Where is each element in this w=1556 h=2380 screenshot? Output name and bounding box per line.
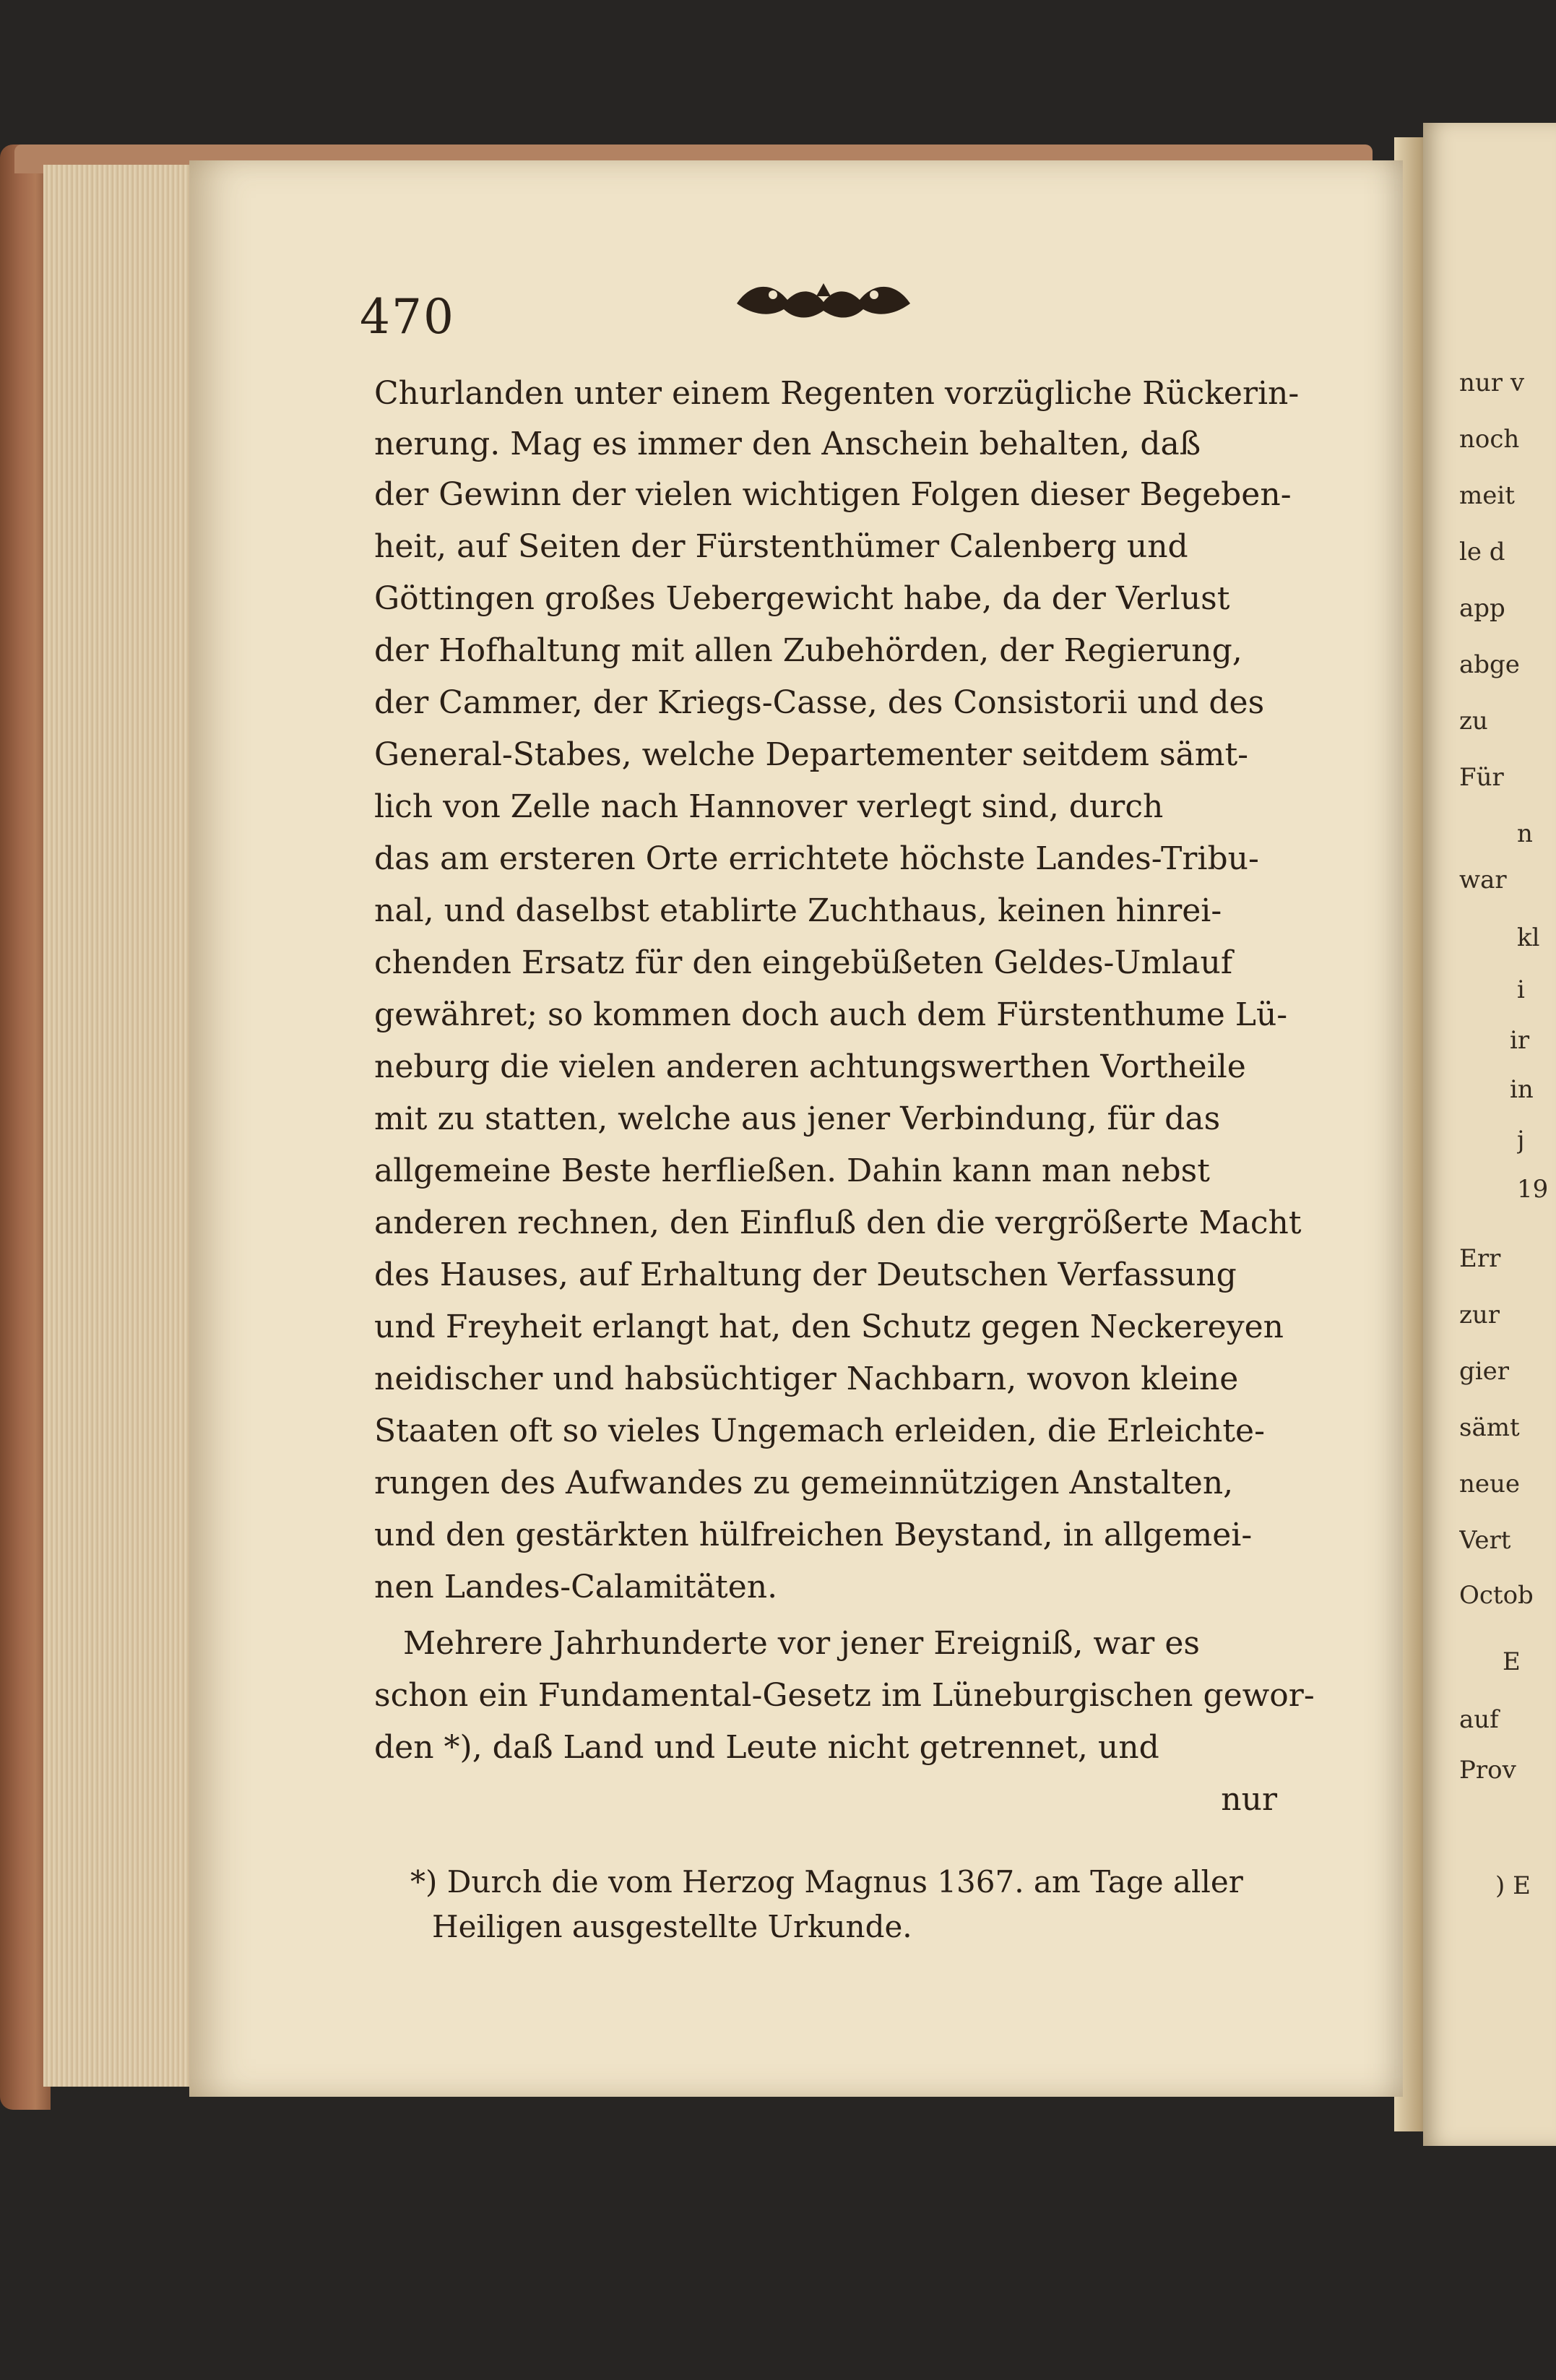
facing-fragment: Octob [1459,1581,1534,1610]
facing-fragment: gier [1459,1357,1510,1386]
text-line: nal, und daselbst etablirte Zuchthaus, keinen hinrei- [374,892,1222,929]
facing-fragment: war [1459,866,1507,894]
text-line: schon ein Fundamental-Gesetz im Lüneburgischen gewor- [374,1677,1315,1714]
page-block-edges [43,165,196,2087]
facing-fragment: noch [1459,425,1520,454]
facing-fragment: E [1503,1647,1521,1676]
text-line: der Gewinn der vielen wichtigen Folgen dieser Begeben- [374,476,1292,513]
facing-fragment: j [1517,1126,1525,1155]
facing-fragment: app [1459,594,1505,623]
text-line: anderen rechnen, den Einfluß den die vergrößerte Macht [374,1204,1302,1241]
text-line: Churlanden unter einem Regenten vorzügliche Rückerin- [374,375,1300,412]
facing-fragment: kl [1517,923,1540,952]
text-line: gewähret; so kommen doch auch dem Fürstenthume Lü- [374,996,1288,1033]
facing-fragment: n [1517,819,1533,848]
facing-fragment: i [1517,975,1525,1004]
facing-fragment: meit [1459,481,1515,510]
facing-fragment: Vert [1459,1526,1511,1555]
footnote-line: *) Durch die vom Herzog Magnus 1367. am Tage aller [410,1864,1243,1900]
facing-fragment: zur [1459,1301,1500,1329]
facing-fragment: Prov [1459,1756,1516,1785]
facing-fragment: zu [1459,707,1488,736]
facing-fragment: nur v [1459,368,1525,397]
facing-fragment: auf [1459,1705,1499,1734]
text-line: neburg die vielen anderen achtungswerthen Vortheile [374,1048,1246,1085]
text-line: der Cammer, der Kriegs-Casse, des Consistorii und des [374,684,1265,721]
text-line: General-Stabes, welche Departementer seitdem sämt- [374,736,1249,773]
facing-fragment: le d [1459,538,1505,566]
catchword: nur [1221,1781,1277,1818]
facing-fragment: in [1510,1075,1534,1104]
text-line: und Freyheit erlangt hat, den Schutz gegen Neckereyen [374,1308,1284,1345]
text-line: Mehrere Jahrhunderte vor jener Ereigniß, war es [403,1625,1200,1662]
footnote-line: Heiligen ausgestellte Urkunde. [432,1909,912,1944]
text-line: heit, auf Seiten der Fürstenthümer Calenberg und [374,528,1188,565]
facing-fragment: neue [1459,1470,1521,1499]
text-line: und den gestärkten hülfreichen Beystand, in allgemei- [374,1517,1253,1553]
text-line: mit zu statten, welche aus jener Verbindung, für das [374,1100,1221,1137]
text-line: Göttingen großes Uebergewicht habe, da der Verlust [374,580,1230,617]
facing-fragment: Für [1459,763,1504,792]
facing-fragment: ir [1510,1026,1530,1055]
facing-fragment: abge [1459,650,1520,679]
text-line: Staaten oft so vieles Ungemach erleiden, die Erleichte- [374,1413,1265,1449]
printer-ornament-icon [730,275,917,332]
text-line: lich von Zelle nach Hannover verlegt sind, durch [374,788,1164,825]
facing-fragment: sämt [1459,1413,1520,1442]
text-line: den *), daß Land und Leute nicht getrennet, und [374,1729,1159,1766]
text-line: nerung. Mag es immer den Anschein behalten, daß [374,426,1201,462]
facing-fragment: Err [1459,1244,1501,1273]
text-line: neidischer und habsüchtiger Nachbarn, wovon kleine [374,1361,1239,1397]
text-line: rungen des Aufwandes zu gemeinnützigen Anstalten, [374,1465,1234,1501]
facing-fragment: ) E [1495,1871,1531,1900]
text-line: chenden Ersatz für den eingebüßeten Geldes-Umlauf [374,944,1233,981]
facing-fragment: 19 [1517,1175,1549,1204]
text-line: allgemeine Beste herfließen. Dahin kann man nebst [374,1152,1210,1189]
text-line: nen Landes-Calamitäten. [374,1569,778,1605]
text-line: das am ersteren Orte errichtete höchste Landes-Tribu- [374,840,1259,877]
page-number: 470 [360,289,455,345]
text-line: des Hauses, auf Erhaltung der Deutschen Verfassung [374,1256,1237,1293]
text-line: der Hofhaltung mit allen Zubehörden, der Regierung, [374,632,1242,669]
